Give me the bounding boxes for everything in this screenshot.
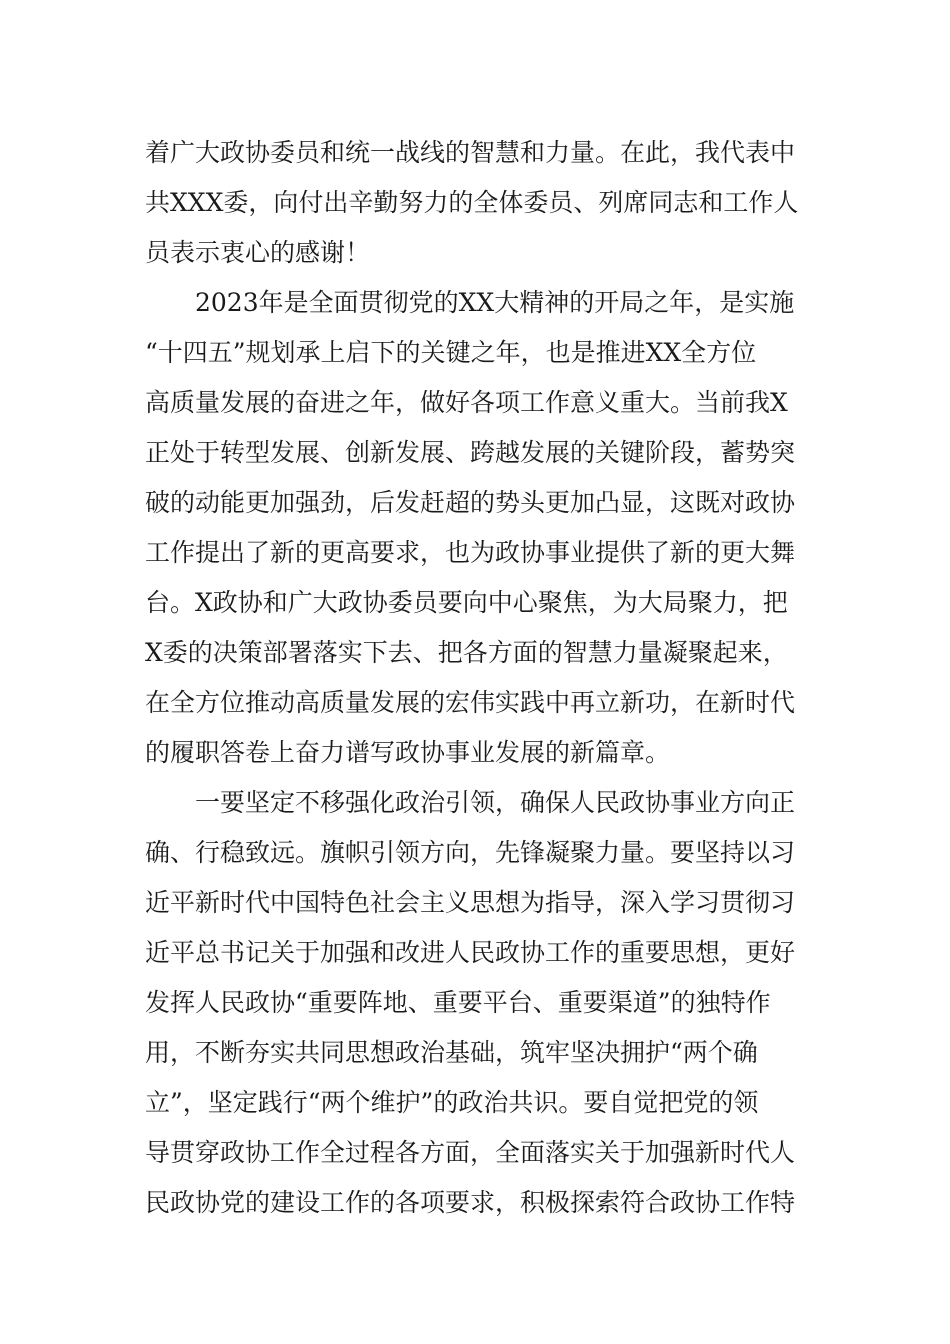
text-line: 正处于转型发展、创新发展、跨越发展的关键阶段，蓄势突 xyxy=(145,438,796,467)
text-line: 确、行稳致远。旗帜引领方向，先锋凝聚力量。要坚持以习 xyxy=(145,838,796,867)
text-line: 着广大政协委员和统一战线的智慧和力量。在此，我代表中 xyxy=(145,138,796,167)
text-line: “十四五”规划承上启下的关键之年，也是推进XX全方位 xyxy=(145,338,757,367)
text-line: 用，不断夯实共同思想政治基础，筑牢坚决拥护“两个确 xyxy=(145,1038,758,1067)
text-line: 近平新时代中国特色社会主义思想为指导，深入学习贯彻习 xyxy=(145,888,796,917)
text-line: 台。X政协和广大政协委员要向中心聚焦，为大局聚力，把 xyxy=(145,588,788,617)
text-line: 在全方位推动高质量发展的宏伟实践中再立新功，在新时代 xyxy=(145,688,796,717)
document-body xyxy=(145,128,800,1228)
text-line: 近平总书记关于加强和改进人民政协工作的重要思想，更好 xyxy=(145,938,796,967)
text-line: 一要坚定不移强化政治引领，确保人民政协事业方向正 xyxy=(195,788,796,817)
text-line: X委的决策部署落实下去、把各方面的智慧力量凝聚起来， xyxy=(145,638,788,667)
text-line: 2023年是全面贯彻党的XX大精神的开局之年，是实施 xyxy=(195,288,795,317)
text-line: 的履职答卷上奋力谱写政协事业发展的新篇章。 xyxy=(145,738,671,767)
text-line: 发挥人民政协“重要阵地、重要平台、重要渠道”的独特作 xyxy=(145,988,771,1017)
text-line: 员表示衷心的感谢！ xyxy=(145,238,371,267)
text-line: 高质量发展的奋进之年，做好各项工作意义重大。当前我X xyxy=(145,388,788,417)
text-line: 工作提出了新的更高要求，也为政协事业提供了新的更大舞 xyxy=(145,538,796,567)
paragraph-1 xyxy=(145,128,800,278)
paragraph-3 xyxy=(145,778,800,1228)
text-line: 共XXX委，向付出辛勤努力的全体委员、列席同志和工作人 xyxy=(145,188,799,217)
text-line: 立”，坚定践行“两个维护”的政治共识。要自觉把党的领 xyxy=(145,1088,759,1117)
text-line: 导贯穿政协工作全过程各方面，全面落实关于加强新时代人 xyxy=(145,1138,796,1167)
paragraph-2 xyxy=(145,278,800,778)
text-line: 破的动能更加强劲，后发赶超的势头更加凸显，这既对政协 xyxy=(145,488,796,517)
text-line: 民政协党的建设工作的各项要求，积极探索符合政协工作特 xyxy=(145,1188,796,1217)
